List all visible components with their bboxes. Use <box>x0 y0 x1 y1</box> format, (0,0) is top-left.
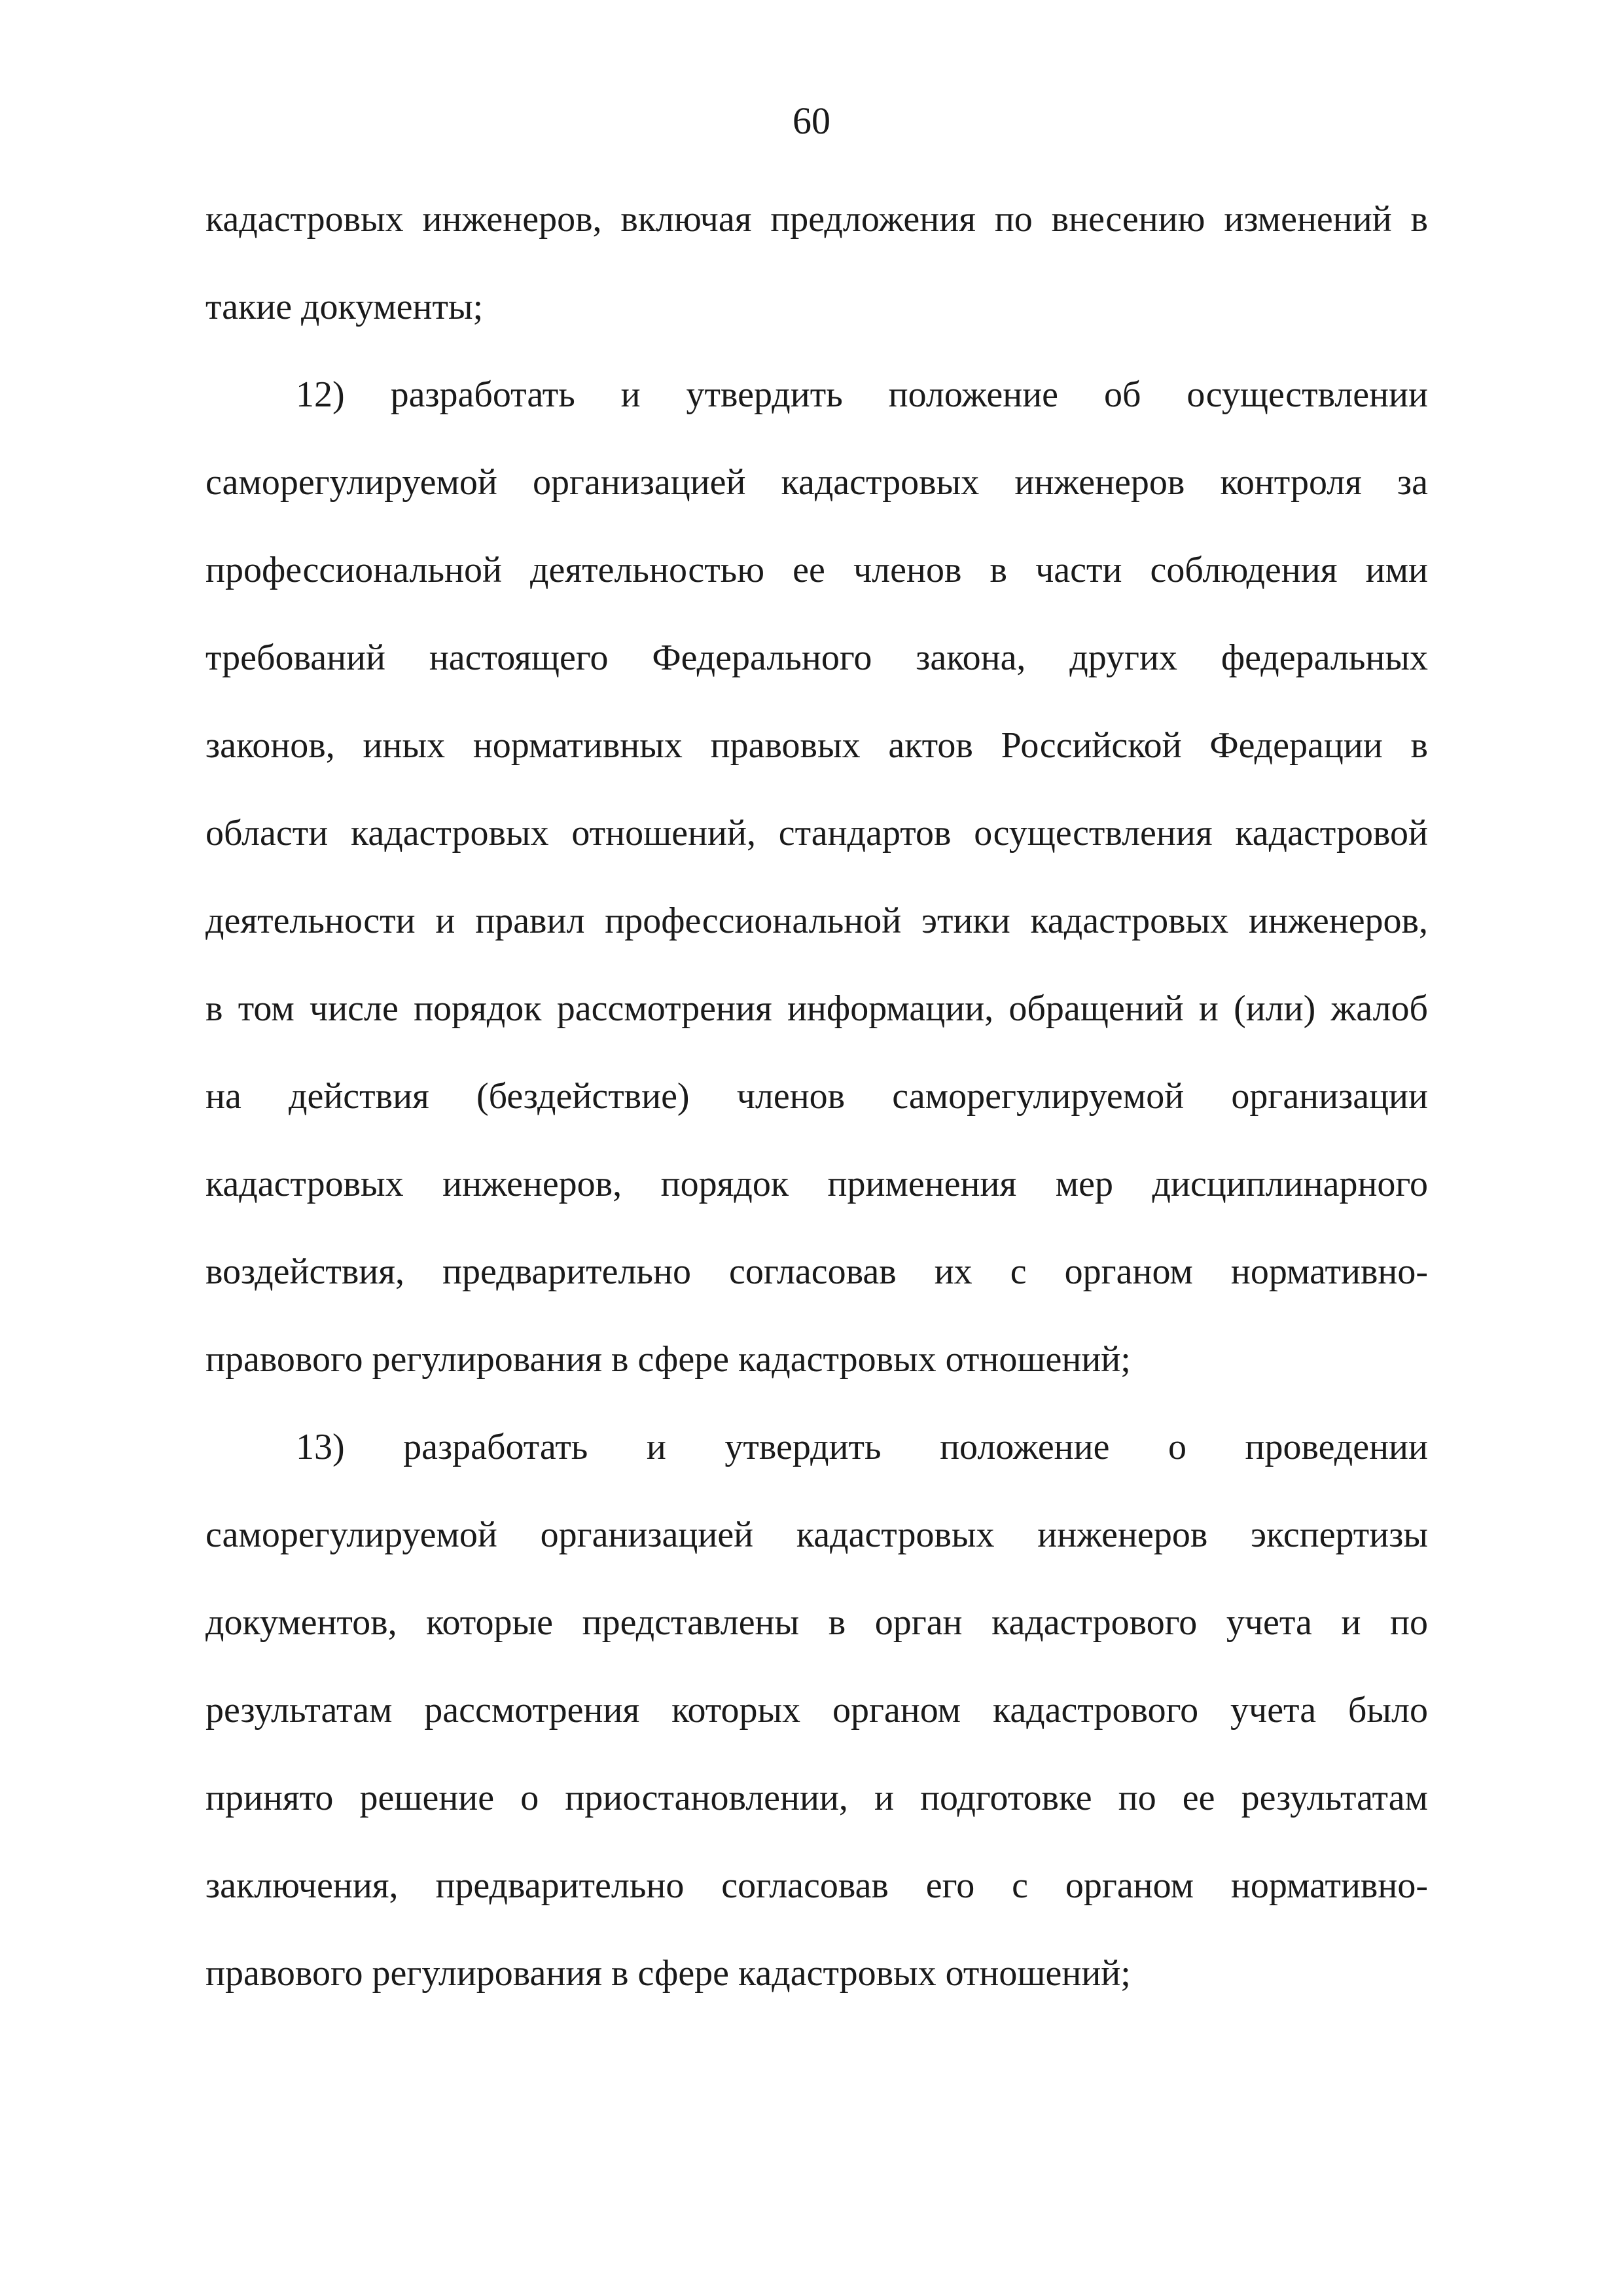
text-line: кадастровых инженеров, порядок применения мер дисциплинарного <box>205 1164 1428 1204</box>
text-line: правового регулирования в сфере кадастровых отношений; <box>205 1339 1131 1380</box>
text-line: воздействия, предварительно согласовав их с органом нормативно- <box>205 1251 1428 1292</box>
text-line: принято решение о приостановлении, и подготовке по ее результатам <box>205 1778 1428 1818</box>
text-line: области кадастровых отношений, стандартов осуществления кадастровой <box>205 813 1428 853</box>
page-number: 60 <box>793 99 830 142</box>
paragraph-13-first-line: 13) разработать и утвердить положение о проведении <box>296 1427 1428 1467</box>
text-line: документов, которые представлены в орган кадастрового учета и по <box>205 1602 1428 1643</box>
text-line: результатам рассмотрения которых органом кадастрового учета было <box>205 1690 1428 1731</box>
text-line: правового регулирования в сфере кадастровых отношений; <box>205 1953 1131 1994</box>
paragraph-12-first-line: 12) разработать и утвердить положение об осуществлении <box>296 374 1428 415</box>
text-line: на действия (бездействие) членов саморегулируемой организации <box>205 1076 1428 1117</box>
text-line: кадастровых инженеров, включая предложения по внесению изменений в <box>205 199 1428 240</box>
text-line: саморегулируемой организацией кадастровых инженеров контроля за <box>205 462 1428 503</box>
text-line: законов, иных нормативных правовых актов Российской Федерации в <box>205 725 1428 766</box>
text-line: заключения, предварительно согласовав его с органом нормативно- <box>205 1865 1428 1906</box>
text-line: профессиональной деятельностью ее членов в части соблюдения ими <box>205 550 1428 590</box>
text-line: саморегулируемой организацией кадастровых инженеров экспертизы <box>205 1515 1428 1555</box>
text-line: деятельности и правил профессиональной этики кадастровых инженеров, <box>205 901 1428 941</box>
text-line: в том числе порядок рассмотрения информации, обращений и (или) жалоб <box>205 988 1428 1029</box>
text-line: такие документы; <box>205 287 484 327</box>
text-line: требований настоящего Федерального закона, других федеральных <box>205 637 1428 678</box>
